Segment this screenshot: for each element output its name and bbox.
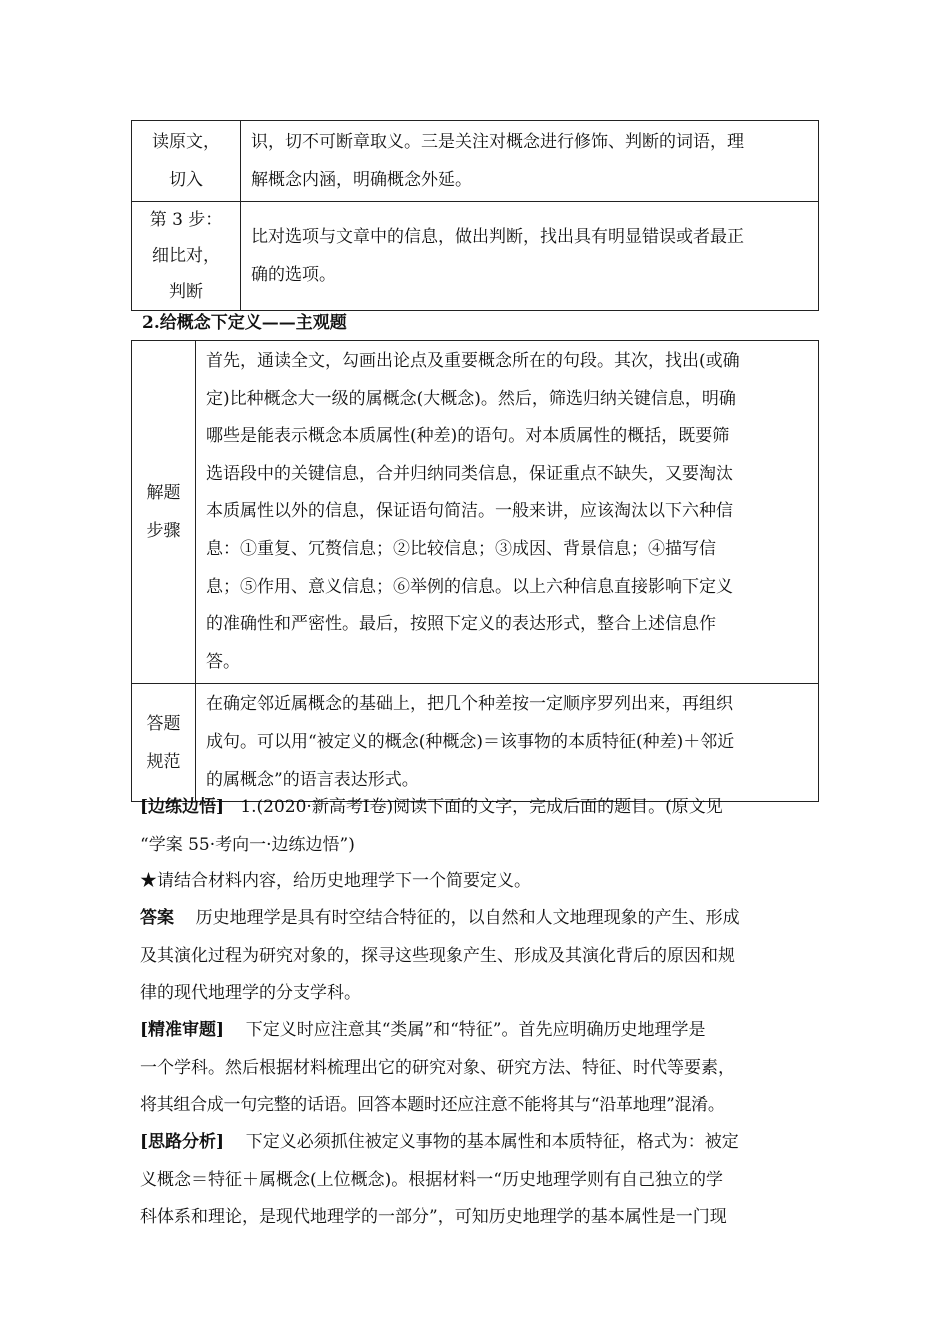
answer-tag: 答案: [140, 908, 174, 928]
steps-table: [131, 120, 819, 311]
row-label: 第 3 步： 细比对， 判断: [132, 202, 241, 311]
practice-tag: [边练边悟]: [140, 797, 225, 817]
table-row: [132, 341, 819, 684]
row-content: 比对选项与文章中的信息，做出判断，找出具有明显错误或者最正 确的选项。: [241, 202, 819, 311]
row-content: 在确定邻近属概念的基础上，把几个种差按一定顺序罗列出来，再组织 成句。可以用“被定义的概念(种概念)＝该事物的本质特征(种差)＋邻近 的属概念”的语言表达形式。: [196, 684, 819, 802]
answer-block: 答案 历史地理学是具有时空结合特征的，以自然和人文地理现象的产生、形成 及其演化过程为研究对象的，探寻这些现象产生、形成及其演化背后的原因和规 律的现代地理学的分支学科。: [140, 908, 740, 1003]
practice-block: [140, 789, 824, 864]
definition-table: [131, 340, 819, 802]
question-text: ★请结合材料内容，给历史地理学下一个简要定义。: [140, 871, 531, 891]
analysis-block: [思路分析] 下定义必须抓住被定义事物的基本属性和本质特征，格式为：被定 义概念＝特征＋属概念(上位概念)。根据材料一“历史地理学则有自己独立的学 科体系和理论，是现代地理学的一部分”，可知历史地理学的基本属性是一门现: [140, 1132, 739, 1227]
row-content: 首先，通读全文，勾画出论点及重要概念所在的句段。其次，找出(或确 定)比种概念大一级的属概念(大概念)。然后，筛选归纳关键信息，明确 哪些是能表示概念本质属性(种差)的语句。对本质属性的概括，既要筛 选语段中的关键信息，合并归纳同类信息，保证重点不缺失，又要淘汰 本质属性以外的信息，保证语句简洁。一般来讲，应该淘汰以下六种信 息：①重复、冗赘信息；②比较信息；③成因、背景信息；④描写信 息；⑤作用、意义信息；⑥举例的信息。以上六种信息直接影响下定义 的准确性和严密性。最后，按照下定义的表达形式，整合上述信息作 答。: [196, 341, 819, 684]
table-row: [132, 121, 819, 202]
section-heading: 2.给概念下定义——主观题: [142, 313, 347, 333]
row-label: 答题 规范: [132, 684, 196, 802]
table-row: [132, 684, 819, 802]
row-content: 识，切不可断章取义。三是关注对概念进行修饰、判断的词语，理 解概念内涵，明确概念外延。: [241, 121, 819, 202]
row-label: 读原文， 切入: [132, 121, 241, 202]
table-row: [132, 202, 819, 311]
precise-tag: [精准审题]: [140, 1020, 225, 1040]
practice-line: 1.(2020·新高考Ⅰ卷)阅读下面的文字，完成后面的题目。(原文见: [240, 797, 723, 817]
analysis-tag: [思路分析]: [140, 1132, 225, 1152]
practice-line: “学案 55·考向一·边练边悟”): [140, 834, 355, 855]
precise-block: [精准审题] 下定义时应注意其“类属”和“特征”。首先应明确历史地理学是 一个学科。然后根据材料梳理出它的研究对象、研究方法、特征、时代等要素， 将其组合成一句完整的话语。回答本题时还应注意不能将其与“沿革地理”混淆。: [140, 1020, 735, 1115]
row-label: 解题 步骤: [132, 341, 196, 684]
